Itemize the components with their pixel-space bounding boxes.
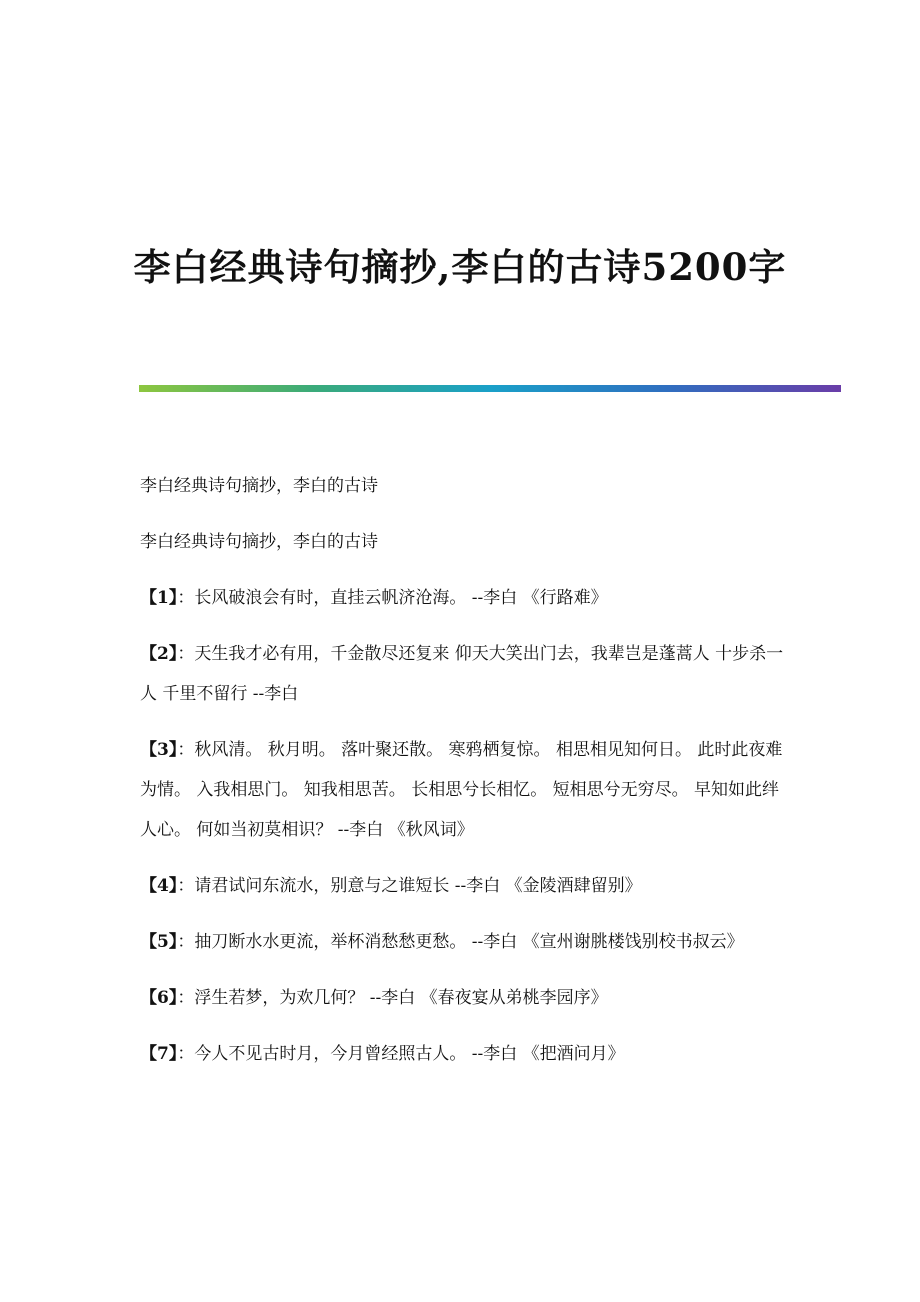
paragraph-text: 李白经典诗句摘抄，李白的古诗 [140,532,378,552]
paragraph-heading-2 [140,522,790,562]
quote-text: ：秋风清。 秋月明。 落叶聚还散。 寒鸦栖复惊。 相思相见知何日。 此时此夜难为情。 入我相思门。 知我相思苦。 长相思兮长相忆。 短相思兮无穷尽。 早知如此绊人心。 何如当初莫相识？ --李白 《秋风词》 [140,740,783,840]
quote-item-1 [140,578,790,618]
quote-item-6 [140,978,790,1018]
quote-number: 【5】 [140,932,178,952]
quote-number: 【1】 [140,588,178,608]
quote-number: 【2】 [140,644,178,664]
quote-text: ：请君试问东流水，别意与之谁短长 --李白 《金陵酒肆留别》 [177,876,642,896]
quote-number: 【7】 [140,1044,178,1064]
paragraph-heading-1 [140,466,790,506]
paragraph-text: 李白经典诗句摘抄，李白的古诗 [140,476,378,496]
quote-item-5 [140,922,790,962]
quote-number: 【6】 [140,988,178,1008]
quote-item-2 [140,634,790,714]
quote-text: ：天生我才必有用，千金散尽还复来 仰天大笑出门去，我辈岂是蓬蒿人 十步杀一人 千里不留行 --李白 [140,644,784,704]
quote-text: ：长风破浪会有时，直挂云帆济沧海。 --李白 《行路难》 [177,588,608,608]
quote-item-4 [140,866,790,906]
quote-number: 【4】 [140,876,178,896]
page-title: 李白经典诗句摘抄,李白的古诗5200字 [133,244,787,289]
document-body [140,466,790,1090]
quote-text: ：浮生若梦，为欢几何？ --李白 《春夜宴从弟桃李园序》 [177,988,608,1008]
quote-text: ：抽刀断水水更流，举杯消愁愁更愁。 --李白 《宣州谢朓楼饯别校书叔云》 [177,932,744,952]
quote-item-7 [140,1034,790,1074]
quote-text: ：今人不见古时月，今月曾经照古人。 --李白 《把酒问月》 [177,1044,625,1064]
quote-number: 【3】 [140,740,178,760]
gradient-divider [139,385,841,392]
quote-item-3 [140,730,790,850]
